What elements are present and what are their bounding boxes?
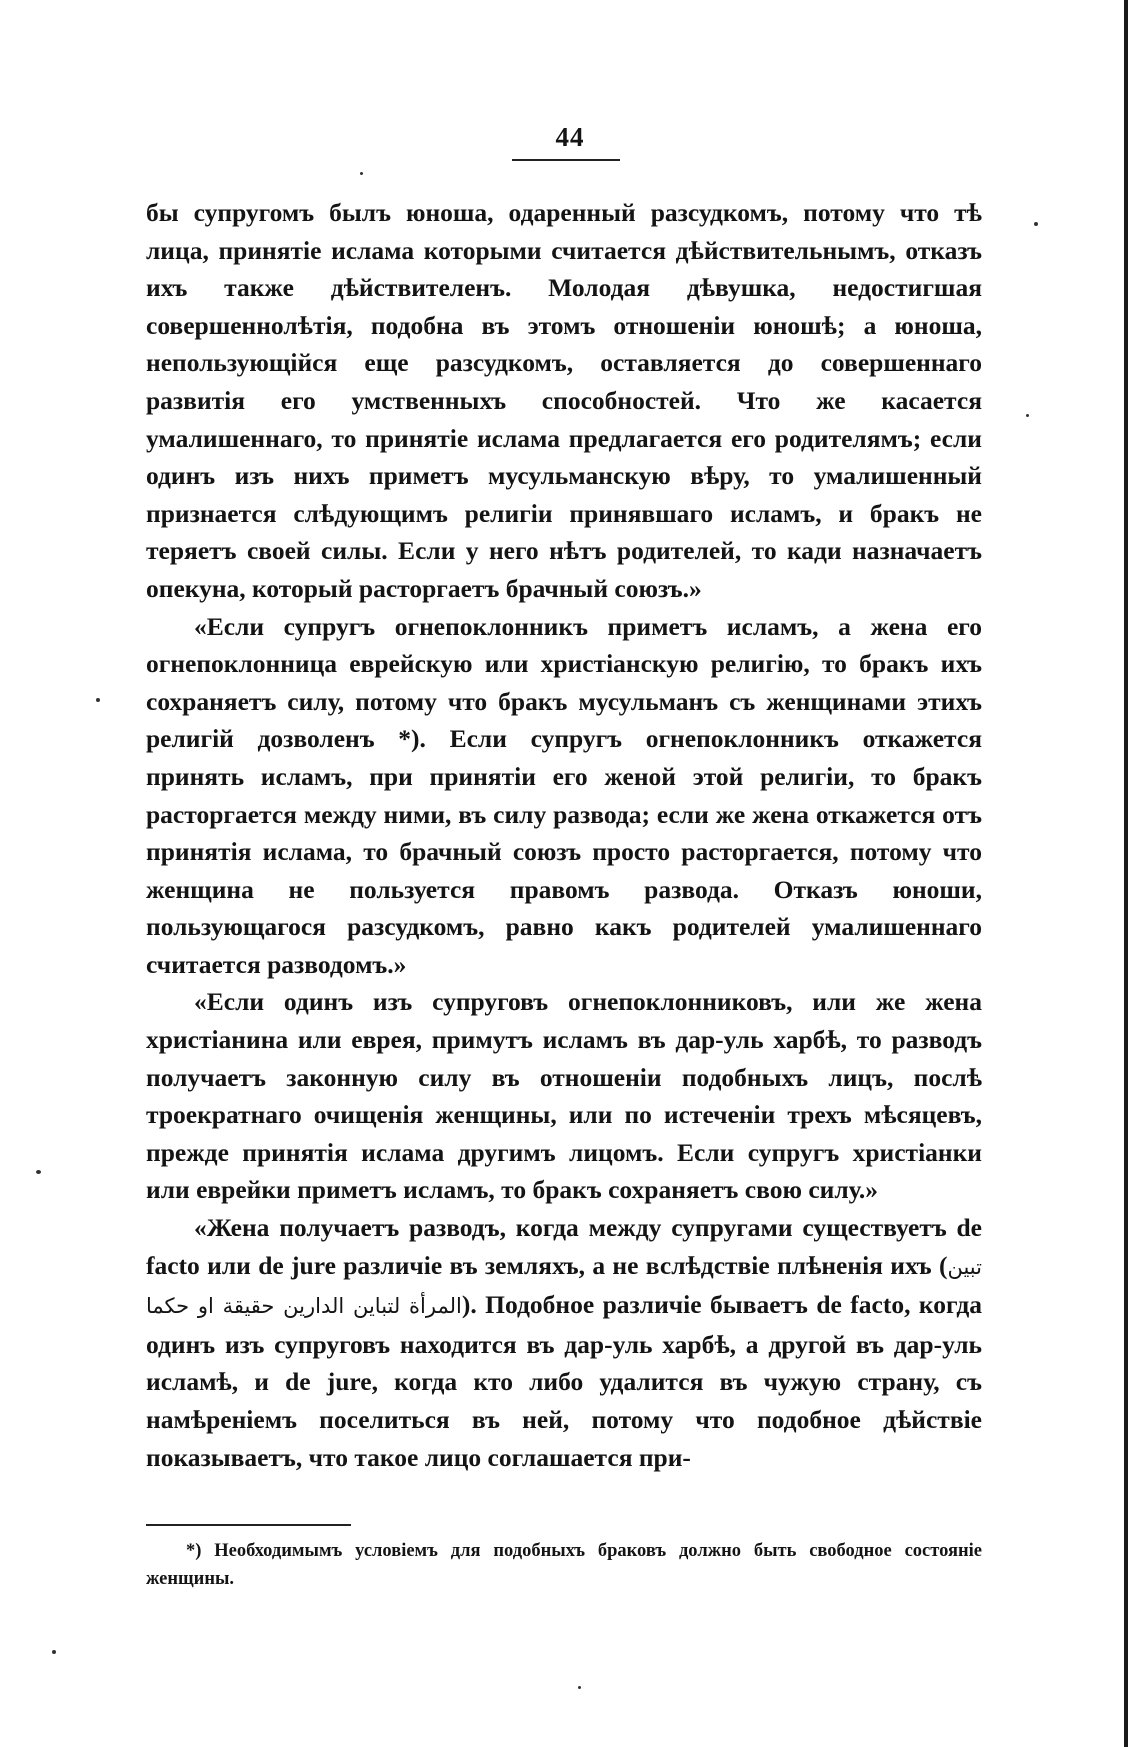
paragraph-3: «Если одинъ изъ супруговъ огнепоклонниковъ, или же жена христіанина или еврея, примутъ исламъ въ дар-уль харбѣ, то разводъ получаетъ законную силу въ отношеніи подобныхъ лицъ, послѣ троекратнаго очищенія женщины, или по истеченіи трехъ мѣсяцевъ, прежде принятія ислама другимъ лицомъ. Если супругъ христіанки или еврейки приметъ исламъ, то бракъ сохраняетъ свою силу.»	[146, 987, 982, 1205]
paragraph-4-text-after-arabic: ). Подобное различіе бываетъ de facto, когда одинъ изъ супруговъ находится въ дар-уль харбѣ, а другой въ дар-уль исламѣ, и de jure, когда кто либо удалится въ чужую страну, съ намѣреніемъ поселиться въ ней, потому что подобное дѣйствіе показываетъ, что такое лицо соглашается при-	[146, 1290, 982, 1472]
scan-speck	[52, 1650, 56, 1654]
scan-binding-edge	[1124, 0, 1128, 1747]
paragraph-1: бы супругомъ былъ юноша, одаренный разсудкомъ, потому что тѣ лица, принятіе ислама которыми считается дѣйствительнымъ, отказъ ихъ также дѣйствителенъ. Молодая дѣвушка, недостигшая совершеннолѣтія, подобна въ этомъ отношеніи юношѣ; а юноша, непользующійся еще разсудкомъ, оставляется до совершеннаго развитія его умственныхъ способностей. Что же касается умалишеннаго, то принятіе ислама предлагается его родителямъ; если одинъ изъ нихъ приметъ мусульманскую вѣру, то умалишенный признается слѣдующимъ религіи принявшаго исламъ, и бракъ не теряетъ своей силы. Если у него нѣтъ родителей, то кади назначаетъ опекуна, который расторгаетъ брачный союзъ.»	[146, 198, 982, 603]
page-number: 44	[555, 122, 585, 152]
scan-speck	[1034, 222, 1038, 226]
scan-speck	[360, 172, 363, 175]
scan-speck	[578, 1686, 581, 1689]
scan-speck	[36, 1170, 41, 1174]
body-text	[146, 194, 982, 1476]
arabic-quotation: تبين المرأة لتباين الدارين حقيقة او حكما	[146, 1254, 982, 1319]
footnote: *) Необходимымъ условіемъ для подобныхъ браковъ должно быть свободное состояніе женщины.	[146, 1541, 982, 1589]
paragraph-4-text-before-arabic: «Жена получаетъ разводъ, когда между супругами существуетъ de facto или de jure различіе въ земляхъ, а не вслѣдствіе плѣненія ихъ (	[146, 1213, 982, 1280]
footnote-rule	[146, 1524, 351, 1526]
scan-speck	[1026, 414, 1029, 417]
scan-speck	[96, 698, 100, 702]
page-number-rule	[512, 159, 620, 161]
paragraph-4	[146, 1209, 982, 1476]
paragraph-2: «Если супругъ огнепоклонникъ приметъ исламъ, а жена его огнепоклонница еврейскую или христіанскую религію, то бракъ ихъ сохраняетъ силу, потому что бракъ мусульманъ съ женщинами этихъ религій дозволенъ *). Если супругъ огнепоклонникъ откажется принять исламъ, при принятіи его женой этой религіи, то бракъ расторгается между ними, въ силу развода; если же жена откажется отъ принятія ислама, то брачный союзъ просто расторгается, потому что женщина не пользуется правомъ развода. Отказъ юноши, пользующагося разсудкомъ, равно какъ родителей умалишеннаго считается разводомъ.»	[146, 611, 982, 979]
